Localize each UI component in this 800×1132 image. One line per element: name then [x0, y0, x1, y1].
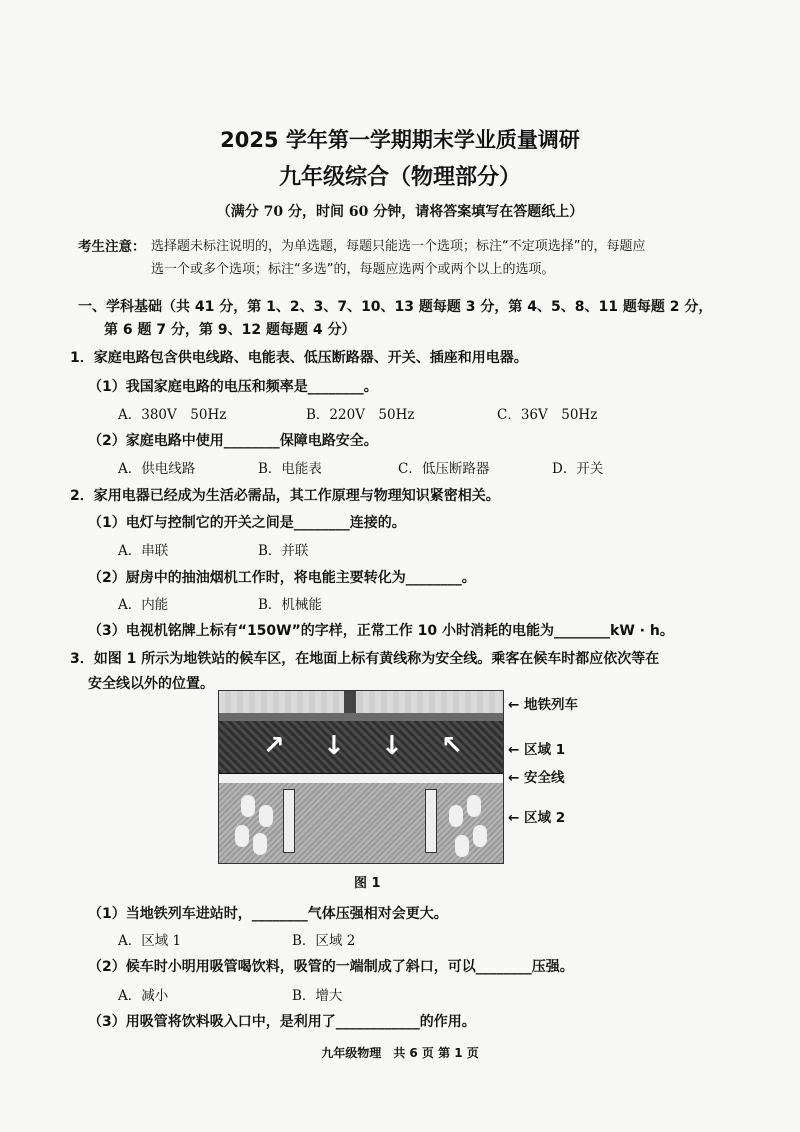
train-edge [219, 713, 503, 721]
footprint-icon [241, 795, 255, 817]
subway-platform-photo [218, 690, 504, 864]
q2-sub2-option-b: B．机械能 [258, 597, 322, 613]
q1-sub2-option-c: C．低压断路器 [398, 461, 490, 477]
zone-1-floor [219, 721, 503, 773]
figure-label-zone-2: ← 区域 2 [508, 810, 566, 826]
notice-line-2: 选一个或多个选项；标注“多选”的，每题应选两个或两个以上的选项。 [151, 262, 555, 277]
q2-stem: 2．家用电器已经成为生活必需品，其工作原理与物理知识紧密相关。 [70, 488, 500, 504]
q1-sub1-option-b: B．220V 50Hz [306, 407, 415, 423]
q1-stem: 1．家庭电路包含供电线路、电能表、低压断路器、开关、插座和用电器。 [70, 350, 528, 366]
q3-stem-line-2: 安全线以外的位置。 [88, 676, 214, 692]
page-title: 2025 学年第一学期期末学业质量调研 [220, 128, 580, 152]
q1-sub1-option-a: A．380V 50Hz [118, 407, 227, 423]
q3-sub1-option-a: A．区域 1 [118, 933, 182, 949]
q3-sub1-option-b: B．区域 2 [292, 933, 356, 949]
q1-sub1-option-c: C．36V 50Hz [497, 407, 598, 423]
arrow-up-right-icon: ↗ [263, 731, 285, 761]
page-footer: 九年级物理 共 6 页 第 1 页 [321, 1046, 479, 1060]
footprint-icon [467, 795, 481, 817]
q1-sub1: （1）我国家庭电路的电压和频率是________。 [88, 379, 378, 395]
q1-sub2-option-a: A．供电线路 [118, 461, 196, 477]
q3-sub2-option-a: A．减小 [118, 988, 169, 1004]
q3-sub2-option-b: B．增大 [292, 988, 343, 1004]
figure-label-train: ← 地铁列车 [508, 697, 579, 713]
arrow-up-left-icon: ↖ [441, 731, 463, 761]
train-area [219, 691, 503, 721]
q2-sub1-option-b: B．并联 [258, 543, 309, 559]
footprint-icon [455, 835, 469, 857]
zone-2-floor [219, 783, 503, 863]
q2-sub2-option-a: A．内能 [118, 597, 169, 613]
footprint-icon [235, 825, 249, 847]
figure-label-zone-1: ← 区域 1 [508, 742, 566, 758]
q3-sub3: （3）用吸管将饮料吸入口中，是利用了____________的作用。 [88, 1014, 476, 1030]
exam-info: （满分 70 分，时间 60 分钟，请将答案填写在答题纸上） [216, 204, 584, 220]
notice-label: 考生注意： [78, 239, 146, 255]
q2-sub1: （1）电灯与控制它的开关之间是________连接的。 [88, 515, 406, 531]
footprint-icon [449, 805, 463, 827]
footprint-icon [253, 833, 267, 855]
q1-sub2: （2）家庭电路中使用________保障电路安全。 [88, 433, 378, 449]
footprint-icon [473, 825, 487, 847]
q3-sub2: （2）候车时小明用吸管喝饮料，吸管的一端制成了斜口，可以________压强。 [88, 959, 574, 975]
figure-label-safety-line: ← 安全线 [508, 770, 565, 786]
section-heading-line-1: 一、学科基础（共 41 分，第 1、2、3、7、10、13 题每题 3 分，第 4、5、8、11 题每题 2 分， [78, 299, 713, 315]
q1-sub2-option-d: D．开关 [552, 461, 604, 477]
arrow-down-icon: ↓ [323, 731, 345, 761]
door-pillar [344, 691, 356, 713]
footprint-icon [259, 805, 273, 827]
q1-sub2-option-b: B．电能表 [258, 461, 322, 477]
page-subtitle: 九年级综合（物理部分） [278, 165, 521, 190]
q2-sub2: （2）厨房中的抽油烟机工作时，将电能主要转化为________。 [88, 570, 476, 586]
section-heading-line-2: 第 6 题 7 分，第 9、12 题每题 4 分） [104, 322, 356, 338]
floor-sign [425, 789, 437, 853]
q2-sub1-option-a: A．串联 [118, 543, 169, 559]
arrow-down-icon: ↓ [381, 731, 403, 761]
figure-caption: 图 1 [354, 876, 381, 891]
q2-sub3: （3）电视机铭牌上标有“150W”的字样，正常工作 10 小时消耗的电能为________kW · h。 [88, 623, 674, 639]
q3-stem-line-1: 3．如图 1 所示为地铁站的候车区，在地面上标有黄线称为安全线。乘客在候车时都应依次等在 [70, 651, 660, 667]
notice-line-1: 选择题未标注说明的，为单选题，每题只能选一个选项；标注“不定项选择”的，每题应 [151, 239, 646, 254]
q3-sub1: （1）当地铁列车进站时，________气体压强相对会更大。 [88, 906, 448, 922]
floor-sign [283, 789, 295, 853]
